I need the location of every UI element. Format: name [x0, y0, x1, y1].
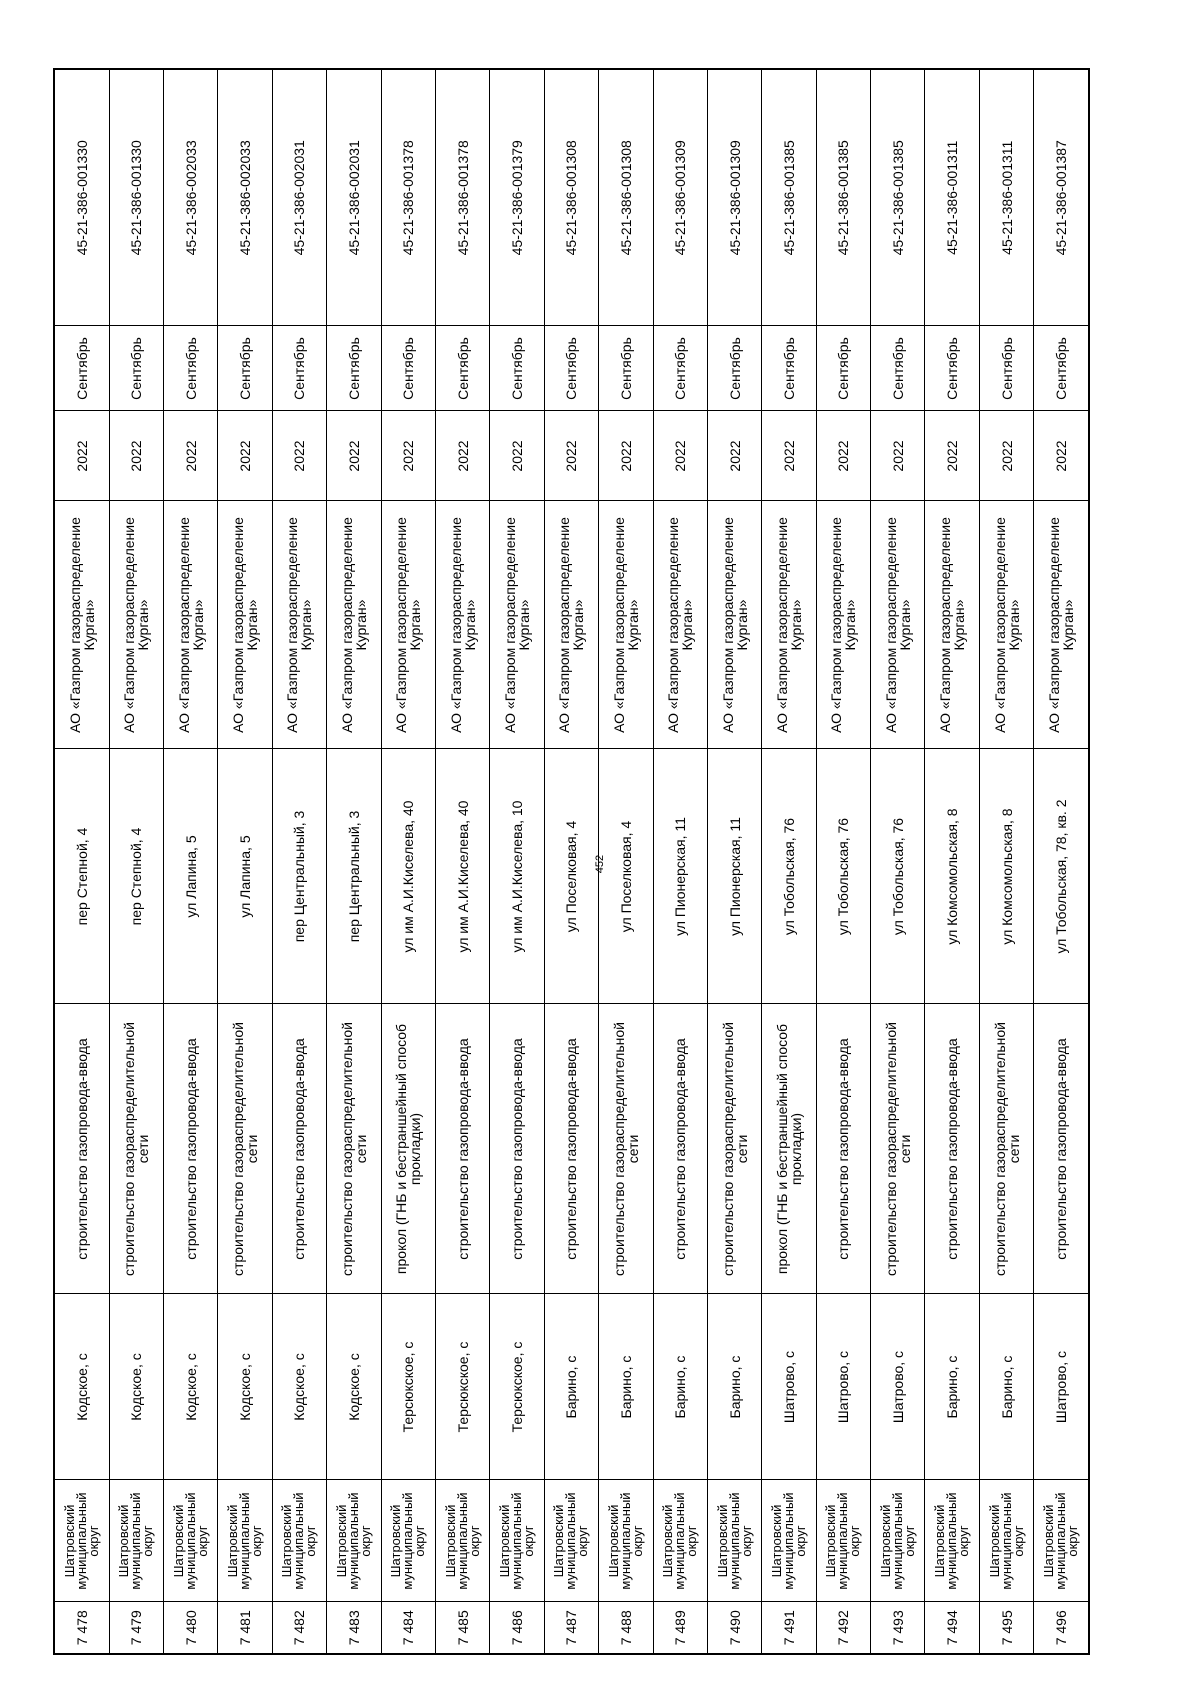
page-number: 452	[594, 854, 606, 874]
code-cell: 45-21-386-002031	[327, 69, 381, 326]
address-cell: пер Центральный, 3	[327, 749, 381, 1004]
district-cell: Шатровский муниципальный округ	[871, 1480, 925, 1602]
row-number-cell: 7 496	[1034, 1602, 1089, 1654]
settlement-cell: Барино, с	[544, 1294, 598, 1480]
district-cell: Шатровский муниципальный округ	[544, 1480, 598, 1602]
month-cell: Сентябрь	[218, 326, 272, 411]
table-body	[54, 69, 1089, 1654]
table-container	[53, 70, 1090, 1655]
year-cell: 2022	[1034, 411, 1089, 501]
district-cell: Шатровский муниципальный округ	[707, 1480, 761, 1602]
month-cell: Сентябрь	[164, 326, 218, 411]
organization-cell: АО «Газпром газораспределение Курган»	[1034, 501, 1089, 749]
district-cell: Шатровский муниципальный округ	[599, 1480, 653, 1602]
year-cell: 2022	[816, 411, 870, 501]
table-row	[544, 69, 598, 1654]
district-cell: Шатровский муниципальный округ	[925, 1480, 979, 1602]
settlement-cell: Барино, с	[925, 1294, 979, 1480]
code-cell: 45-21-386-001378	[381, 69, 435, 326]
month-cell: Сентябрь	[653, 326, 707, 411]
organization-cell: АО «Газпром газораспределение Курган»	[109, 501, 163, 749]
month-cell: Сентябрь	[109, 326, 163, 411]
organization-cell: АО «Газпром газораспределение Курган»	[925, 501, 979, 749]
year-cell: 2022	[435, 411, 489, 501]
settlement-cell: Барино, с	[707, 1294, 761, 1480]
row-number-cell: 7 492	[816, 1602, 870, 1654]
table-row	[871, 69, 925, 1654]
organization-cell: АО «Газпром газораспределение Курган»	[54, 501, 109, 749]
code-cell: 45-21-386-001311	[925, 69, 979, 326]
address-cell: ул Тобольская, 76	[762, 749, 816, 1004]
work-type-cell: строительство газопровода-ввода	[925, 1004, 979, 1294]
month-cell: Сентябрь	[762, 326, 816, 411]
code-cell: 45-21-386-001385	[871, 69, 925, 326]
address-cell: ул им А.И.Киселева, 10	[490, 749, 544, 1004]
organization-cell: АО «Газпром газораспределение Курган»	[327, 501, 381, 749]
month-cell: Сентябрь	[925, 326, 979, 411]
table-row	[164, 69, 218, 1654]
row-number-cell: 7 484	[381, 1602, 435, 1654]
settlement-cell: Терсюкское, с	[435, 1294, 489, 1480]
district-cell: Шатровский муниципальный округ	[54, 1480, 109, 1602]
table-row	[218, 69, 272, 1654]
row-number-cell: 7 483	[327, 1602, 381, 1654]
district-cell: Шатровский муниципальный округ	[109, 1480, 163, 1602]
month-cell: Сентябрь	[381, 326, 435, 411]
work-type-cell: прокол (ГНБ и бестраншейный способ прокладки)	[762, 1004, 816, 1294]
work-type-cell: строительство газораспределительной сети	[979, 1004, 1033, 1294]
code-cell: 45-21-386-001378	[435, 69, 489, 326]
row-number-cell: 7 491	[762, 1602, 816, 1654]
table-row	[327, 69, 381, 1654]
organization-cell: АО «Газпром газораспределение Курган»	[653, 501, 707, 749]
row-number-cell: 7 494	[925, 1602, 979, 1654]
code-cell: 45-21-386-001387	[1034, 69, 1089, 326]
organization-cell: АО «Газпром газораспределение Курган»	[599, 501, 653, 749]
table-row	[816, 69, 870, 1654]
work-type-cell: строительство газопровода-ввода	[490, 1004, 544, 1294]
year-cell: 2022	[762, 411, 816, 501]
table-row	[599, 69, 653, 1654]
month-cell: Сентябрь	[54, 326, 109, 411]
settlement-cell: Терсюкское, с	[381, 1294, 435, 1480]
month-cell: Сентябрь	[327, 326, 381, 411]
address-cell: ул им А.И.Киселева, 40	[435, 749, 489, 1004]
month-cell: Сентябрь	[871, 326, 925, 411]
address-cell: ул Поселковая, 4	[599, 749, 653, 1004]
organization-cell: АО «Газпром газораспределение Курган»	[979, 501, 1033, 749]
district-cell: Шатровский муниципальный округ	[381, 1480, 435, 1602]
table-row	[109, 69, 163, 1654]
table-row	[925, 69, 979, 1654]
table-row	[762, 69, 816, 1654]
work-type-cell: строительство газопровода-ввода	[816, 1004, 870, 1294]
district-cell: Шатровский муниципальный округ	[490, 1480, 544, 1602]
settlement-cell: Кодское, с	[327, 1294, 381, 1480]
settlement-cell: Кодское, с	[218, 1294, 272, 1480]
month-cell: Сентябрь	[272, 326, 326, 411]
work-type-cell: строительство газораспределительной сети	[871, 1004, 925, 1294]
work-type-cell: строительство газораспределительной сети	[599, 1004, 653, 1294]
work-type-cell: строительство газопровода-ввода	[653, 1004, 707, 1294]
code-cell: 45-21-386-001308	[544, 69, 598, 326]
rotated-table-frame	[53, 70, 1090, 1655]
district-cell: Шатровский муниципальный округ	[816, 1480, 870, 1602]
address-cell: пер Степной, 4	[54, 749, 109, 1004]
address-cell: пер Центральный, 3	[272, 749, 326, 1004]
month-cell: Сентябрь	[435, 326, 489, 411]
row-number-cell: 7 495	[979, 1602, 1033, 1654]
work-type-cell: прокол (ГНБ и бестраншейный способ прокладки)	[381, 1004, 435, 1294]
settlement-cell: Кодское, с	[164, 1294, 218, 1480]
district-cell: Шатровский муниципальный округ	[979, 1480, 1033, 1602]
address-cell: ул Пионерская, 11	[653, 749, 707, 1004]
year-cell: 2022	[490, 411, 544, 501]
table-row	[979, 69, 1033, 1654]
organization-cell: АО «Газпром газораспределение Курган»	[272, 501, 326, 749]
organization-cell: АО «Газпром газораспределение Курган»	[871, 501, 925, 749]
district-cell: Шатровский муниципальный округ	[1034, 1480, 1089, 1602]
month-cell: Сентябрь	[544, 326, 598, 411]
address-cell: ул Тобольская, 76	[816, 749, 870, 1004]
address-cell: ул Поселковая, 4	[544, 749, 598, 1004]
address-cell: ул им А.И.Киселева, 40	[381, 749, 435, 1004]
district-cell: Шатровский муниципальный округ	[218, 1480, 272, 1602]
settlement-cell: Барино, с	[599, 1294, 653, 1480]
table-row	[490, 69, 544, 1654]
work-type-cell: строительство газопровода-ввода	[435, 1004, 489, 1294]
code-cell: 45-21-386-001379	[490, 69, 544, 326]
work-type-cell: строительство газопровода-ввода	[1034, 1004, 1089, 1294]
month-cell: Сентябрь	[1034, 326, 1089, 411]
work-type-cell: строительство газопровода-ввода	[272, 1004, 326, 1294]
row-number-cell: 7 493	[871, 1602, 925, 1654]
work-type-cell: строительство газопровода-ввода	[54, 1004, 109, 1294]
work-type-cell: строительство газопровода-ввода	[544, 1004, 598, 1294]
year-cell: 2022	[218, 411, 272, 501]
table-row	[381, 69, 435, 1654]
row-number-cell: 7 488	[599, 1602, 653, 1654]
organization-cell: АО «Газпром газораспределение Курган»	[218, 501, 272, 749]
district-cell: Шатровский муниципальный округ	[272, 1480, 326, 1602]
code-cell: 45-21-386-002031	[272, 69, 326, 326]
row-number-cell: 7 485	[435, 1602, 489, 1654]
table-row	[272, 69, 326, 1654]
year-cell: 2022	[272, 411, 326, 501]
year-cell: 2022	[164, 411, 218, 501]
year-cell: 2022	[925, 411, 979, 501]
settlement-cell: Шатрово, с	[1034, 1294, 1089, 1480]
code-cell: 45-21-386-001330	[54, 69, 109, 326]
year-cell: 2022	[871, 411, 925, 501]
year-cell: 2022	[599, 411, 653, 501]
district-cell: Шатровский муниципальный округ	[653, 1480, 707, 1602]
settlement-cell: Барино, с	[653, 1294, 707, 1480]
settlement-cell: Кодское, с	[109, 1294, 163, 1480]
table-row	[435, 69, 489, 1654]
district-cell: Шатровский муниципальный округ	[435, 1480, 489, 1602]
code-cell: 45-21-386-001309	[653, 69, 707, 326]
code-cell: 45-21-386-001385	[816, 69, 870, 326]
work-type-cell: строительство газораспределительной сети	[327, 1004, 381, 1294]
code-cell: 45-21-386-001311	[979, 69, 1033, 326]
table-row	[1034, 69, 1089, 1654]
work-type-cell: строительство газораспределительной сети	[707, 1004, 761, 1294]
work-type-cell: строительство газораспределительной сети	[109, 1004, 163, 1294]
table-row	[707, 69, 761, 1654]
address-cell: пер Степной, 4	[109, 749, 163, 1004]
year-cell: 2022	[707, 411, 761, 501]
month-cell: Сентябрь	[816, 326, 870, 411]
settlement-cell: Шатрово, с	[762, 1294, 816, 1480]
settlement-cell: Терсюкское, с	[490, 1294, 544, 1480]
row-number-cell: 7 486	[490, 1602, 544, 1654]
year-cell: 2022	[381, 411, 435, 501]
row-number-cell: 7 480	[164, 1602, 218, 1654]
year-cell: 2022	[327, 411, 381, 501]
settlement-cell: Шатрово, с	[816, 1294, 870, 1480]
address-cell: ул Лапина, 5	[218, 749, 272, 1004]
organization-cell: АО «Газпром газораспределение Курган»	[435, 501, 489, 749]
settlement-cell: Кодское, с	[54, 1294, 109, 1480]
address-cell: ул Комсомольская, 8	[979, 749, 1033, 1004]
row-number-cell: 7 490	[707, 1602, 761, 1654]
code-cell: 45-21-386-001309	[707, 69, 761, 326]
settlement-cell: Барино, с	[979, 1294, 1033, 1480]
year-cell: 2022	[979, 411, 1033, 501]
settlement-cell: Шатрово, с	[871, 1294, 925, 1480]
month-cell: Сентябрь	[979, 326, 1033, 411]
settlement-cell: Кодское, с	[272, 1294, 326, 1480]
code-cell: 45-21-386-002033	[218, 69, 272, 326]
gasification-table	[53, 68, 1090, 1655]
organization-cell: АО «Газпром газораспределение Курган»	[762, 501, 816, 749]
organization-cell: АО «Газпром газораспределение Курган»	[544, 501, 598, 749]
month-cell: Сентябрь	[707, 326, 761, 411]
work-type-cell: строительство газораспределительной сети	[218, 1004, 272, 1294]
work-type-cell: строительство газопровода-ввода	[164, 1004, 218, 1294]
organization-cell: АО «Газпром газораспределение Курган»	[816, 501, 870, 749]
row-number-cell: 7 487	[544, 1602, 598, 1654]
district-cell: Шатровский муниципальный округ	[164, 1480, 218, 1602]
address-cell: ул Тобольская, 76	[871, 749, 925, 1004]
address-cell: ул Тобольская, 78, кв. 2	[1034, 749, 1089, 1004]
address-cell: ул Пионерская, 11	[707, 749, 761, 1004]
district-cell: Шатровский муниципальный округ	[327, 1480, 381, 1602]
address-cell: ул Комсомольская, 8	[925, 749, 979, 1004]
code-cell: 45-21-386-001308	[599, 69, 653, 326]
organization-cell: АО «Газпром газораспределение Курган»	[707, 501, 761, 749]
row-number-cell: 7 478	[54, 1602, 109, 1654]
year-cell: 2022	[109, 411, 163, 501]
row-number-cell: 7 479	[109, 1602, 163, 1654]
month-cell: Сентябрь	[490, 326, 544, 411]
organization-cell: АО «Газпром газораспределение Курган»	[490, 501, 544, 749]
month-cell: Сентябрь	[599, 326, 653, 411]
address-cell: ул Лапина, 5	[164, 749, 218, 1004]
year-cell: 2022	[544, 411, 598, 501]
row-number-cell: 7 481	[218, 1602, 272, 1654]
year-cell: 2022	[54, 411, 109, 501]
organization-cell: АО «Газпром газораспределение Курган»	[164, 501, 218, 749]
district-cell: Шатровский муниципальный округ	[762, 1480, 816, 1602]
table-row	[653, 69, 707, 1654]
organization-cell: АО «Газпром газораспределение Курган»	[381, 501, 435, 749]
code-cell: 45-21-386-001385	[762, 69, 816, 326]
row-number-cell: 7 489	[653, 1602, 707, 1654]
code-cell: 45-21-386-002033	[164, 69, 218, 326]
row-number-cell: 7 482	[272, 1602, 326, 1654]
year-cell: 2022	[653, 411, 707, 501]
code-cell: 45-21-386-001330	[109, 69, 163, 326]
table-row	[54, 69, 109, 1654]
